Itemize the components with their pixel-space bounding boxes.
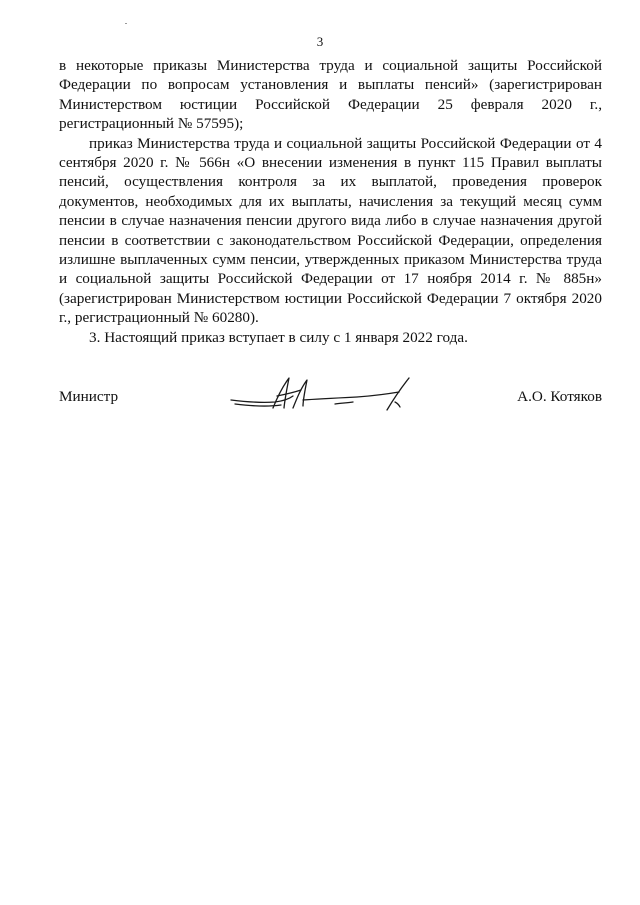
paragraph-effective-date: 3. Настоящий приказ вступает в силу с 1 января 2022 года.	[89, 328, 468, 346]
signer-name: А.О. Котяков	[517, 388, 602, 405]
paragraph-continuation: в некоторые приказы Министерства труда и социальной защиты Российской Федерации по вопросам установления и выплаты пенсий» (зарегистрирован Министерством юстиции Российской Федерации 25 февраля 2020 г., регистрационный № 57595);	[59, 57, 602, 133]
signature-block	[59, 372, 602, 420]
document-body	[59, 56, 602, 347]
handwritten-signature	[227, 372, 417, 418]
page-number: 3	[316, 34, 324, 49]
scan-speck	[125, 23, 127, 24]
signer-position: Министр	[59, 388, 119, 405]
paragraph-order-566n: приказ Министерства труда и социальной защиты Российской Федерации от 4 сентября 2020 г. № 566н «О внесении изменения в пункт 115 Правил выплаты пенсий, осуществления контроля за их выплатой, проведения проверок документов, необходимых для их выплаты, начисления за текущий месяц сумм пенсии в случае назначения пенсии другого вида либо в случае назначения другой пенсии в соответствии с законодательством Российской Федерации, определения излишне выплаченных сумм пенсии, утвержденных приказом Министерства труда и социальной защиты Российской Федерации от 17 ноября 2014 г. № 885н» (зарегистрирован Министерством юстиции Российской Федерации 7 октября 2020 г., регистрационный № 60280).	[59, 134, 602, 327]
